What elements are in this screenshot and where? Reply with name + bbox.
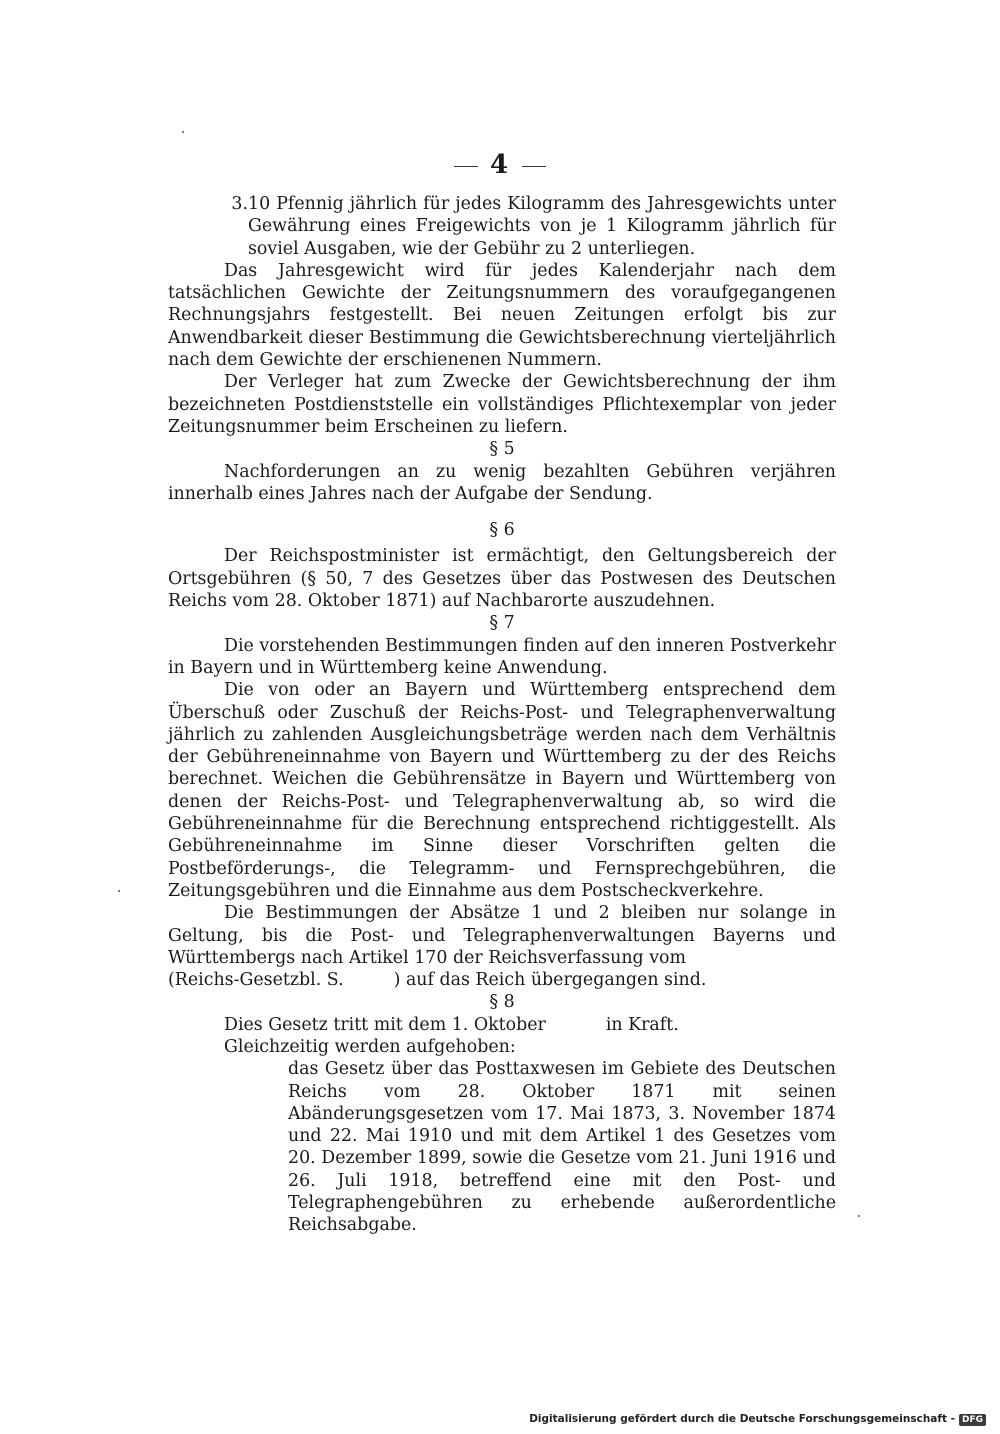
section-heading-6: § 6 — [489, 520, 515, 541]
scan-speck — [858, 1215, 860, 1217]
dash-right — [522, 166, 546, 167]
section-7-paragraph-3-part-c: ) — [393, 970, 401, 991]
dfg-logo: DFG — [959, 1414, 986, 1426]
section-7-paragraph-2: Die von oder an Bayern und Württemberg entsprechend dem Überschuß oder Zuschuß der Reichs-Post- und Telegraphenverwaltung jährlich zu zahlenden Ausgleichungsbeträge werden nach dem Verhältnis der Gebühreneinnahme von Bayern und Württemberg zu der des Reichs berechnet. Weichen die Gebührensätze in Bayern und Württemberg von denen der Reichs-Post- und Telegraphenverwaltung ab, so wird die Gebühreneinnahme für die Berechnung entsprechend richtiggestellt. Als Gebühreneinnahme im Sinne dieser Vorschriften gelten die Postbeförderungs-, die Telegramm- und Fernsprechgebühren, die Zeitungsgebühren und die Einnahme aus dem Postscheckverkehre. — [168, 680, 836, 901]
section-7-paragraph-3-part-d: auf das Reich übergegangen sind. — [405, 970, 707, 991]
page-number: 4 — [489, 150, 511, 180]
footer-text: Digitalisierung gefördert durch die Deutsche Forschungsgemeinschaft - — [529, 1413, 955, 1425]
section-heading-8: § 8 — [489, 992, 515, 1013]
section-8-paragraph-1-part-a: Dies Gesetz tritt mit dem 1. Oktober — [224, 1014, 546, 1035]
page-number-header — [0, 150, 1000, 180]
section-8-paragraph-1 — [168, 1014, 836, 1036]
section-8-paragraph-2: Gleichzeitig werden aufgehoben: — [224, 1036, 516, 1057]
dash-left — [454, 166, 478, 167]
scan-speck — [182, 131, 184, 133]
paragraph-verleger: Der Verleger hat zum Zwecke der Gewichtsberechnung der ihm bezeichneten Postdienststelle ein vollständiges Pflichtexemplar von jeder Zeitungsnummer beim Erscheinen zu liefern. — [168, 372, 836, 437]
section-8-repealed-laws: das Gesetz über das Posttaxwesen im Gebiete des Deutschen Reichs vom 28. Oktober 1871 mit seinen Abänderungsgesetzen vom 17. Mai 1873, 3. November 1874 und 22. Mai 1910 und mit dem Artikel 1 des Gesetzes vom 20. Dezember 1899, sowie die Gesetze vom 21. Juni 1916 und 26. Juli 1918, betreffend eine mit den Post- und Telegraphengebühren zu erhebende außerordentliche Reichsabgabe. — [288, 1059, 836, 1236]
section-6-text: Der Reichspostminister ist ermächtigt, den Geltungsbereich der Ortsgebühren (§ 50, 7 des Gesetzes über das Postwesen des Deutschen Reichs vom 28. Oktober 1871) auf Nachbarorte auszudehnen. — [168, 546, 836, 612]
scan-speck — [118, 890, 120, 892]
section-7-paragraph-3-part-a: Die Bestimmungen der Absätze 1 und 2 bleiben nur solange in Geltung, bis die Post- und Telegraphenverwaltungen Bayerns und Württembergs nach Artikel 170 der Reichsverfassung vom — [168, 903, 836, 968]
digitization-footer — [529, 1413, 986, 1426]
section-7-paragraph-3-part-b: (Reichs-Gesetzbl. S. — [168, 970, 344, 991]
section-8-paragraph-1-part-b: in Kraft. — [605, 1014, 679, 1035]
section-heading-5: § 5 — [489, 439, 515, 460]
paragraph-jahresgewicht: Das Jahresgewicht wird für jedes Kalenderjahr nach dem tatsächlichen Gewichte der Zeitungsnummern des voraufgegangenen Rechnungsjahrs festgestellt. Bei neuen Zeitungen erfolgt bis zur Anwendbarkeit dieser Bestimmung die Gewichtsberechnung vierteljährlich nach dem Gewichte der erschienenen Nummern. — [168, 260, 836, 371]
document-body — [168, 193, 836, 1237]
section-heading-7: § 7 — [489, 613, 515, 634]
section-7-paragraph-3 — [168, 902, 836, 991]
section-7-paragraph-1: Die vorstehenden Bestimmungen finden auf den inneren Postverkehr in Bayern und in Württemberg keine Anwendung. — [168, 635, 836, 678]
list-item-number: 3. — [231, 194, 248, 214]
list-item-3 — [168, 193, 836, 260]
list-item-text: 10 Pfennig jährlich für jedes Kilogramm des Jahresgewichts unter Gewährung eines Freigewichts von je 1 Kilogramm jährlich für soviel Ausgaben, wie der Gebühr zu 2 unterliegen. — [248, 194, 836, 259]
section-5-text: Nachforderungen an zu wenig bezahlten Gebühren verjähren innerhalb eines Jahres nach der Aufgabe der Sendung. — [168, 461, 836, 504]
